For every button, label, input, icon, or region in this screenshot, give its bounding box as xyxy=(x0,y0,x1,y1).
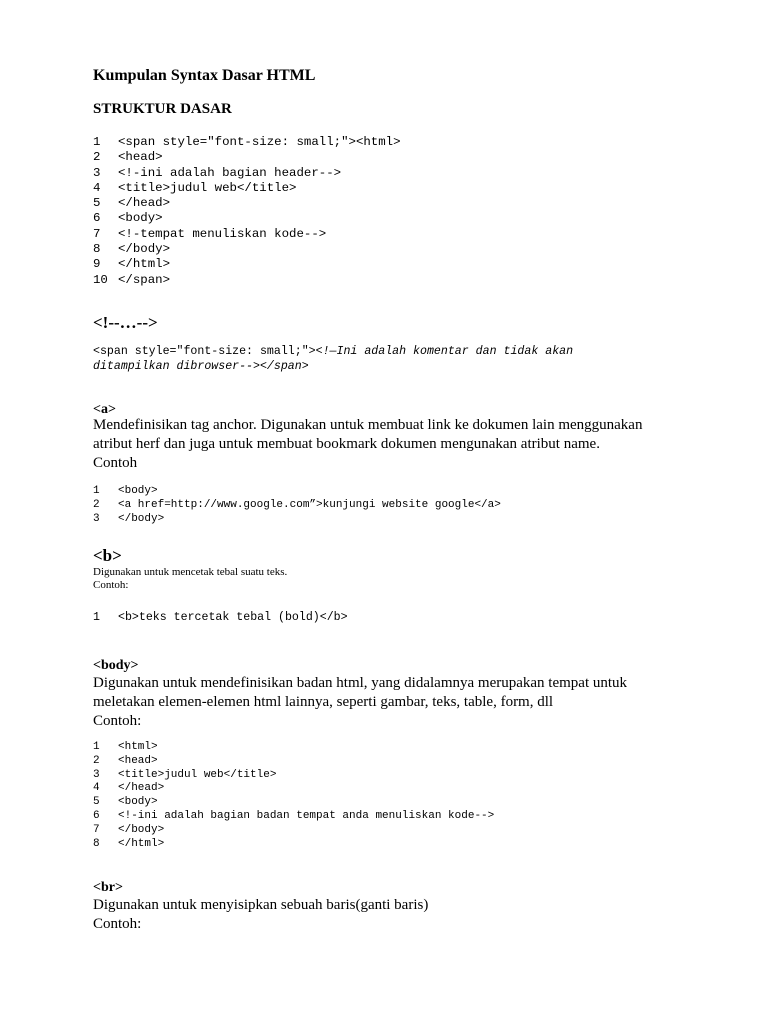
code-line xyxy=(93,512,501,526)
paragraph-br xyxy=(93,896,428,934)
line-number: 10 xyxy=(93,272,108,287)
document-title: Kumpulan Syntax Dasar HTML xyxy=(93,67,316,84)
code-text: </body> xyxy=(118,242,171,257)
line-number: 6 xyxy=(93,211,101,226)
code-text: <body> xyxy=(118,796,158,809)
paragraph-body xyxy=(93,674,683,731)
paragraph-line: Contoh: xyxy=(93,579,129,591)
code-text: <a href=http://www.google.com”>kunjungi website google</a> xyxy=(118,499,501,511)
code-line xyxy=(93,796,494,810)
code-line xyxy=(93,227,401,242)
paragraph-line: Contoh: xyxy=(93,713,142,729)
code-text: </head> xyxy=(118,782,165,795)
code-line xyxy=(93,166,401,181)
code-line xyxy=(93,484,501,498)
code-line xyxy=(93,741,494,755)
code-text: <span style="font-size: small;"> xyxy=(93,345,316,358)
paragraph-bold xyxy=(93,566,287,592)
code-line: ditampilkan dibrowser--></span> xyxy=(93,360,309,373)
code-text: <!-ini adalah bagian badan tempat anda menuliskan kode--> xyxy=(118,809,495,822)
code-text: </body> xyxy=(118,513,165,525)
code-line xyxy=(93,181,401,196)
code-text: <title>judul web</title> xyxy=(118,180,297,195)
code-text: <span style="font-size: small;"><html> xyxy=(118,135,401,149)
line-number: 3 xyxy=(93,768,100,781)
paragraph-line: Contoh xyxy=(93,455,138,471)
line-number: 4 xyxy=(93,180,101,195)
code-line xyxy=(93,755,494,769)
code-block-struktur xyxy=(93,135,401,288)
line-number: 3 xyxy=(93,165,101,180)
code-text: <b>teks tercetak tebal (bold)</b> xyxy=(118,611,348,624)
code-line xyxy=(93,498,501,512)
section-heading-body: <body> xyxy=(93,658,139,673)
code-line xyxy=(93,782,494,796)
line-number: 2 xyxy=(93,499,100,511)
code-line xyxy=(93,769,494,783)
line-number: 9 xyxy=(93,257,101,272)
code-text: <!-ini adalah bagian header--> xyxy=(118,165,342,180)
code-text: <head> xyxy=(118,754,158,767)
code-text: </body> xyxy=(118,823,165,836)
line-number: 2 xyxy=(93,754,100,767)
line-number: 7 xyxy=(93,226,101,241)
section-heading-bold: <b> xyxy=(93,546,122,565)
paragraph-line: Digunakan untuk mencetak tebal suatu teks. xyxy=(93,566,288,578)
code-text: <body> xyxy=(118,211,163,226)
paragraph-line: Digunakan untuk menyisipkan sebuah baris(ganti baris) xyxy=(93,897,429,913)
code-text: </head> xyxy=(118,196,171,211)
code-block-comment xyxy=(93,344,573,374)
code-text: </span> xyxy=(118,272,171,287)
line-number: 1 xyxy=(93,611,100,624)
line-number: 3 xyxy=(93,513,100,525)
paragraph-anchor xyxy=(93,416,675,473)
paragraph-line: Digunakan untuk mendefinisikan badan html, yang didalamnya merupakan tempat untuk xyxy=(93,675,628,691)
code-line xyxy=(93,824,494,838)
section-heading-comment: <!--…--> xyxy=(93,313,158,332)
code-line xyxy=(93,242,401,257)
code-line xyxy=(93,211,401,226)
line-number: 1 xyxy=(93,135,101,149)
code-text: <html> xyxy=(118,741,158,753)
line-number: 7 xyxy=(93,823,100,836)
code-text: </html> xyxy=(118,837,165,850)
code-text: <title>judul web</title> xyxy=(118,768,277,781)
code-text: <head> xyxy=(118,150,163,165)
line-number: 6 xyxy=(93,809,100,822)
code-line xyxy=(93,257,401,272)
section-heading-struktur: STRUKTUR DASAR xyxy=(93,101,232,117)
code-line xyxy=(93,610,348,625)
paragraph-line: meletakan elemen-elemen html lainnya, seperti gambar, teks, table, form, dll xyxy=(93,694,554,710)
code-text: <!-tempat menuliskan kode--> xyxy=(118,226,327,241)
line-number: 1 xyxy=(93,485,100,497)
paragraph-line: Mendefinisikan tag anchor. Digunakan untuk membuat link ke dokumen lain menggunakan xyxy=(93,417,643,433)
code-text: <body> xyxy=(118,485,158,497)
code-block-anchor xyxy=(93,484,501,526)
code-line xyxy=(93,135,401,150)
line-number: 1 xyxy=(93,741,100,753)
code-line xyxy=(93,150,401,165)
code-block-bold xyxy=(93,610,348,625)
line-number: 8 xyxy=(93,242,101,257)
line-number: 8 xyxy=(93,837,100,850)
code-text-italic: <!—Ini adalah komentar dan tidak akan xyxy=(315,345,574,358)
code-line xyxy=(93,196,401,211)
code-text: </html> xyxy=(118,257,171,272)
section-heading-anchor: <a> xyxy=(93,402,116,417)
code-line xyxy=(93,344,573,359)
code-line xyxy=(93,810,494,824)
line-number: 4 xyxy=(93,782,100,795)
paragraph-line: atribut herf dan juga untuk membuat bookmark dokumen mengunakan atribut name. xyxy=(93,436,600,452)
code-line xyxy=(93,838,494,852)
code-line xyxy=(93,273,401,288)
code-block-body xyxy=(93,741,494,851)
line-number: 5 xyxy=(93,796,100,809)
line-number: 2 xyxy=(93,150,101,165)
section-heading-br: <br> xyxy=(93,880,123,895)
line-number: 5 xyxy=(93,196,101,211)
paragraph-line: Contoh: xyxy=(93,916,142,932)
